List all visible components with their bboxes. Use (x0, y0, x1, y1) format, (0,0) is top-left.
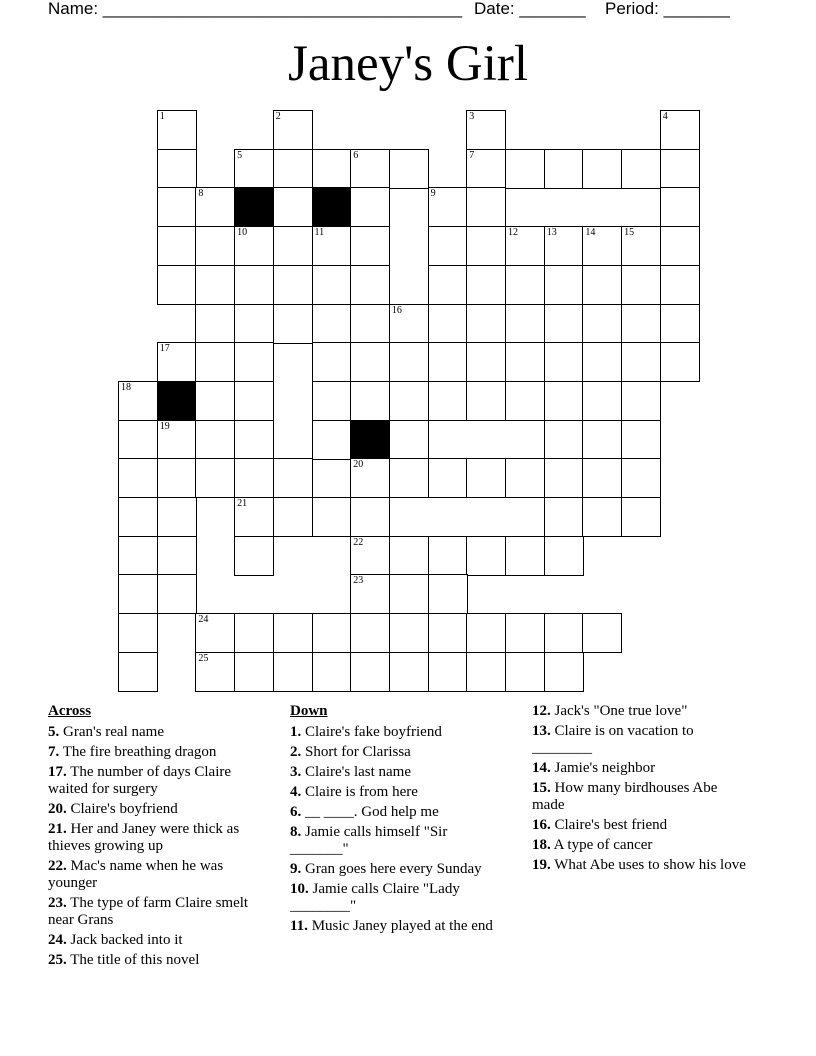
clue-text: Music Janey played at the end (307, 918, 493, 934)
crossword-cell[interactable] (389, 574, 429, 614)
crossword-cell[interactable] (157, 342, 197, 382)
crossword-cell[interactable] (505, 304, 545, 344)
crossword-cell[interactable] (234, 497, 274, 537)
clue-number: 25 (198, 652, 209, 664)
crossword-cell[interactable] (195, 613, 235, 653)
crossword-cell[interactable] (312, 226, 352, 266)
crossword-cell[interactable] (660, 304, 700, 344)
clue-item (290, 724, 505, 741)
crossword-cell[interactable] (118, 420, 158, 460)
clue-text: Jamie calls himself "Sir _______" (290, 824, 448, 857)
clue-text: Her and Janey were thick as thieves growing up (48, 821, 240, 854)
clue-text: Claire's best friend (550, 817, 668, 833)
crossword-cell[interactable] (157, 110, 197, 150)
clue-number: 15 (624, 227, 635, 239)
clue-number: 14. (532, 760, 551, 776)
crossword-cell[interactable] (157, 536, 197, 576)
clue-number: 5 (237, 149, 243, 161)
crossword-cell[interactable] (312, 304, 352, 344)
clue-number: 16. (532, 817, 551, 833)
crossword-cell[interactable] (466, 226, 506, 266)
crossword-cell[interactable] (273, 652, 313, 692)
crossword-cell[interactable] (582, 226, 622, 266)
crossword-cell[interactable] (157, 497, 197, 537)
crossword-cell[interactable] (195, 342, 235, 382)
clue-item (532, 723, 752, 757)
clue-item (532, 817, 752, 834)
clue-number: 20 (353, 459, 364, 471)
crossword-cell[interactable] (157, 574, 197, 614)
student-info-header (0, 0, 816, 22)
clue-item (290, 824, 505, 858)
crossword-cell[interactable] (118, 536, 158, 576)
clue-number: 16 (391, 304, 402, 316)
clue-item (48, 821, 273, 855)
crossword-cell[interactable] (660, 265, 700, 305)
clue-number: 13 (546, 227, 557, 239)
crossword-cell[interactable] (234, 458, 274, 498)
clue-number: 24 (198, 614, 209, 626)
crossword-cell[interactable] (350, 342, 390, 382)
name-field[interactable]: Name: ______________________________________ (48, 0, 463, 18)
black-square (312, 187, 352, 227)
crossword-cell[interactable] (621, 149, 661, 189)
clue-number: 22 (353, 536, 364, 548)
clue-number: 9 (430, 188, 436, 200)
clue-number: 7. (48, 744, 60, 760)
crossword-cell[interactable] (234, 149, 274, 189)
crossword-cell[interactable] (582, 613, 622, 653)
crossword-cell[interactable] (195, 458, 235, 498)
crossword-cell[interactable] (195, 652, 235, 692)
crossword-cell[interactable] (234, 613, 274, 653)
clue-number: 19. (532, 857, 551, 873)
clue-item (48, 952, 273, 969)
crossword-cell[interactable] (157, 458, 197, 498)
crossword-cell[interactable] (428, 536, 468, 576)
down-heading: Down (290, 703, 328, 719)
clue-number: 22. (48, 858, 67, 874)
clue-item (48, 724, 273, 741)
crossword-cell[interactable] (389, 342, 429, 382)
crossword-cell[interactable] (389, 149, 429, 189)
clue-text: Mac's name when he was younger (48, 858, 224, 891)
crossword-cell[interactable] (466, 304, 506, 344)
clue-text: Jamie calls Claire "Lady ________" (290, 881, 460, 914)
clue-text: Jack's "One true love" (550, 703, 688, 719)
crossword-cell[interactable] (582, 265, 622, 305)
crossword-cell[interactable] (505, 536, 545, 576)
clue-number: 12. (532, 703, 551, 719)
clue-number: 7 (469, 149, 475, 161)
crossword-cell[interactable] (157, 187, 197, 227)
crossword-cell[interactable] (389, 420, 429, 460)
clue-number: 23. (48, 895, 67, 911)
crossword-cell[interactable] (234, 381, 274, 421)
crossword-cell[interactable] (389, 304, 429, 344)
crossword-cell[interactable] (466, 265, 506, 305)
clue-number: 4 (662, 111, 668, 122)
crossword-cell[interactable] (582, 381, 622, 421)
down-clues (290, 703, 505, 938)
crossword-cell[interactable] (350, 652, 390, 692)
crossword-cell[interactable] (660, 110, 700, 150)
clue-item (48, 764, 273, 798)
crossword-cell[interactable] (389, 536, 429, 576)
crossword-cell[interactable] (312, 652, 352, 692)
crossword-cell[interactable] (312, 342, 352, 382)
clue-number: 2. (290, 744, 302, 760)
crossword-cell[interactable] (350, 497, 390, 537)
clue-text: Gran's real name (59, 724, 164, 740)
crossword-cell[interactable] (505, 149, 545, 189)
crossword-cell[interactable] (544, 497, 584, 537)
clue-item (532, 760, 752, 777)
crossword-cell[interactable] (505, 342, 545, 382)
crossword-cell[interactable] (466, 149, 506, 189)
crossword-cell[interactable] (195, 226, 235, 266)
clue-number: 15. (532, 780, 551, 796)
crossword-cell[interactable] (157, 265, 197, 305)
clue-item (532, 857, 752, 874)
crossword-cell[interactable] (389, 613, 429, 653)
crossword-cell[interactable] (544, 149, 584, 189)
crossword-cell[interactable] (234, 265, 274, 305)
crossword-cell[interactable] (389, 381, 429, 421)
crossword-cell[interactable] (118, 458, 158, 498)
clue-item (48, 744, 273, 761)
clue-number: 1. (290, 724, 302, 740)
crossword-cell[interactable] (544, 226, 584, 266)
crossword-cell[interactable] (428, 652, 468, 692)
crossword-cell[interactable] (234, 536, 274, 576)
crossword-cell[interactable] (350, 187, 390, 227)
clue-text: Jamie's neighbor (550, 760, 656, 776)
clue-number: 14 (585, 227, 596, 239)
crossword-cell[interactable] (273, 497, 313, 537)
crossword-cell[interactable] (544, 458, 584, 498)
clue-number: 23 (353, 575, 364, 587)
clue-number: 3 (469, 111, 475, 122)
clue-item (48, 932, 273, 949)
crossword-cell[interactable] (273, 187, 313, 227)
clue-number: 25. (48, 952, 67, 968)
crossword-cell[interactable] (350, 226, 390, 266)
crossword-cell[interactable] (195, 381, 235, 421)
crossword-cell[interactable] (389, 652, 429, 692)
crossword-cell[interactable] (157, 149, 197, 189)
crossword-cell[interactable] (466, 110, 506, 150)
crossword-cell[interactable] (660, 226, 700, 266)
across-clues (48, 703, 273, 972)
clue-text: Claire is from here (301, 784, 418, 800)
crossword-cell[interactable] (350, 304, 390, 344)
crossword-cell[interactable] (312, 420, 352, 460)
black-square (234, 187, 274, 227)
clue-item (48, 858, 273, 892)
crossword-cell[interactable] (234, 342, 274, 382)
crossword-cell[interactable] (118, 574, 158, 614)
clue-number: 8. (290, 824, 302, 840)
crossword-cell[interactable] (544, 536, 584, 576)
clue-number: 9. (290, 861, 302, 877)
clue-number: 6. (290, 804, 302, 820)
crossword-cell[interactable] (273, 613, 313, 653)
clue-number: 21 (237, 498, 248, 509)
clue-item (290, 784, 505, 801)
crossword-cell[interactable] (234, 652, 274, 692)
crossword-cell[interactable] (466, 613, 506, 653)
crossword-cell[interactable] (118, 497, 158, 537)
clue-number: 8 (198, 188, 204, 200)
crossword-cell[interactable] (350, 458, 390, 498)
clue-item (48, 895, 273, 929)
clue-item (290, 804, 505, 821)
crossword-cell[interactable] (195, 265, 235, 305)
crossword-cell[interactable] (273, 265, 313, 305)
clue-number: 20. (48, 801, 67, 817)
crossword-cell[interactable] (582, 304, 622, 344)
clue-number: 10 (237, 227, 248, 239)
crossword-cell[interactable] (195, 187, 235, 227)
clue-text: How many birdhouses Abe made (532, 780, 718, 813)
clue-number: 17 (159, 343, 170, 355)
clue-number: 17. (48, 764, 67, 780)
crossword-cell[interactable] (466, 536, 506, 576)
crossword-cell[interactable] (118, 652, 158, 692)
crossword-cell[interactable] (621, 420, 661, 460)
clue-item (532, 837, 752, 854)
clue-item (48, 801, 273, 818)
clue-text: Claire's fake boyfriend (301, 724, 442, 740)
crossword-cell[interactable] (621, 381, 661, 421)
clue-number: 2 (275, 111, 281, 122)
black-square (157, 381, 197, 421)
crossword-cell[interactable] (273, 110, 313, 150)
clue-item (532, 703, 752, 720)
crossword-cell[interactable] (350, 265, 390, 305)
crossword-cell[interactable] (621, 226, 661, 266)
crossword-cell[interactable] (234, 304, 274, 344)
crossword-cell[interactable] (389, 458, 429, 498)
crossword-cell[interactable] (312, 265, 352, 305)
down-clues-continued (532, 703, 752, 877)
clue-number: 5. (48, 724, 60, 740)
crossword-cell[interactable] (428, 187, 468, 227)
crossword-cell[interactable] (582, 149, 622, 189)
crossword-cell[interactable] (273, 304, 313, 344)
clue-text: The type of farm Claire smelt near Grans (48, 895, 249, 928)
crossword-cell[interactable] (505, 458, 545, 498)
crossword-cell[interactable] (466, 187, 506, 227)
crossword-cell[interactable] (350, 574, 390, 614)
clue-text: Short for Clarissa (301, 744, 411, 760)
crossword-cell[interactable] (234, 226, 274, 266)
crossword-cell[interactable] (118, 381, 158, 421)
crossword-cell[interactable] (466, 458, 506, 498)
clue-text: Claire's last name (301, 764, 412, 780)
clue-text: The number of days Claire waited for surgery (48, 764, 232, 797)
crossword-cell[interactable] (582, 497, 622, 537)
crossword-cell[interactable] (621, 304, 661, 344)
crossword-cell[interactable] (428, 342, 468, 382)
crossword-cell[interactable] (660, 149, 700, 189)
clue-number: 19 (159, 420, 170, 432)
clue-text: __ ____. God help me (301, 804, 439, 820)
crossword-cell[interactable] (544, 265, 584, 305)
crossword-cell[interactable] (428, 381, 468, 421)
clue-text: Jack backed into it (66, 932, 183, 948)
clue-number: 3. (290, 764, 302, 780)
clue-text: The fire breathing dragon (59, 744, 217, 760)
crossword-cell[interactable] (582, 342, 622, 382)
crossword-cell[interactable] (621, 265, 661, 305)
crossword-cell[interactable] (195, 420, 235, 460)
crossword-cell[interactable] (350, 613, 390, 653)
clue-number: 11 (314, 227, 325, 239)
crossword-cell[interactable] (350, 149, 390, 189)
date-field[interactable]: Date: _______ (474, 0, 586, 18)
crossword-cell[interactable] (273, 226, 313, 266)
crossword-cell[interactable] (428, 574, 468, 614)
crossword-cell[interactable] (350, 381, 390, 421)
crossword-cell[interactable] (466, 381, 506, 421)
crossword-cell[interactable] (544, 304, 584, 344)
clue-number: 11. (290, 918, 308, 934)
clue-item (290, 861, 505, 878)
clue-number: 4. (290, 784, 302, 800)
crossword-cell[interactable] (428, 265, 468, 305)
clue-item (290, 744, 505, 761)
crossword-cell[interactable] (428, 458, 468, 498)
crossword-cell[interactable] (621, 458, 661, 498)
crossword-cell[interactable] (312, 381, 352, 421)
clue-number: 24. (48, 932, 67, 948)
clue-item (290, 764, 505, 781)
crossword-cell[interactable] (660, 342, 700, 382)
clue-item (532, 780, 752, 814)
crossword-cell[interactable] (544, 652, 584, 692)
crossword-cell[interactable] (273, 149, 313, 189)
crossword-cell[interactable] (505, 652, 545, 692)
clue-text: What Abe uses to show his love (550, 857, 746, 873)
crossword-cell[interactable] (582, 458, 622, 498)
crossword-cell[interactable] (118, 613, 158, 653)
crossword-cell[interactable] (505, 381, 545, 421)
clue-number: 6 (353, 149, 359, 161)
clue-number: 18 (121, 381, 131, 393)
crossword-cell[interactable] (621, 342, 661, 382)
clue-number: 21. (48, 821, 67, 837)
crossword-cell[interactable] (312, 149, 352, 189)
crossword-cell[interactable] (466, 652, 506, 692)
puzzle-title: Janey's Girl (287, 36, 529, 92)
crossword-cell[interactable] (157, 226, 197, 266)
crossword-cell[interactable] (312, 613, 352, 653)
crossword-cell[interactable] (544, 613, 584, 653)
crossword-cell[interactable] (505, 226, 545, 266)
crossword-cell[interactable] (428, 613, 468, 653)
clue-text: Claire is on vacation to ________ (532, 723, 694, 756)
clue-number: 13. (532, 723, 551, 739)
crossword-cell[interactable] (157, 420, 197, 460)
crossword-cell[interactable] (544, 420, 584, 460)
clue-item (290, 918, 505, 935)
crossword-cell[interactable] (312, 497, 352, 537)
crossword-cell[interactable] (582, 420, 622, 460)
crossword-cell[interactable] (466, 342, 506, 382)
clue-text: Gran goes here every Sunday (301, 861, 482, 877)
crossword-cell[interactable] (234, 420, 274, 460)
crossword-cell[interactable] (273, 458, 313, 498)
clue-number: 10. (290, 881, 309, 897)
crossword-cell[interactable] (428, 304, 468, 344)
clue-text: A type of cancer (550, 837, 653, 853)
clue-text: The title of this novel (66, 952, 200, 968)
crossword-cell[interactable] (544, 342, 584, 382)
crossword-cell[interactable] (660, 187, 700, 227)
crossword-cell[interactable] (350, 536, 390, 576)
clue-text: Claire's boyfriend (66, 801, 178, 817)
crossword-cell[interactable] (505, 265, 545, 305)
clue-number: 1 (159, 111, 165, 122)
clue-number: 12 (508, 227, 518, 239)
period-field[interactable]: Period: _______ (605, 0, 730, 18)
clue-number: 18. (532, 837, 551, 853)
crossword-cell[interactable] (621, 497, 661, 537)
crossword-cell[interactable] (428, 226, 468, 266)
clue-item (290, 881, 505, 915)
crossword-cell[interactable] (505, 613, 545, 653)
crossword-cell[interactable] (195, 304, 235, 344)
across-heading: Across (48, 703, 92, 719)
crossword-cell[interactable] (544, 381, 584, 421)
black-square (350, 420, 390, 460)
